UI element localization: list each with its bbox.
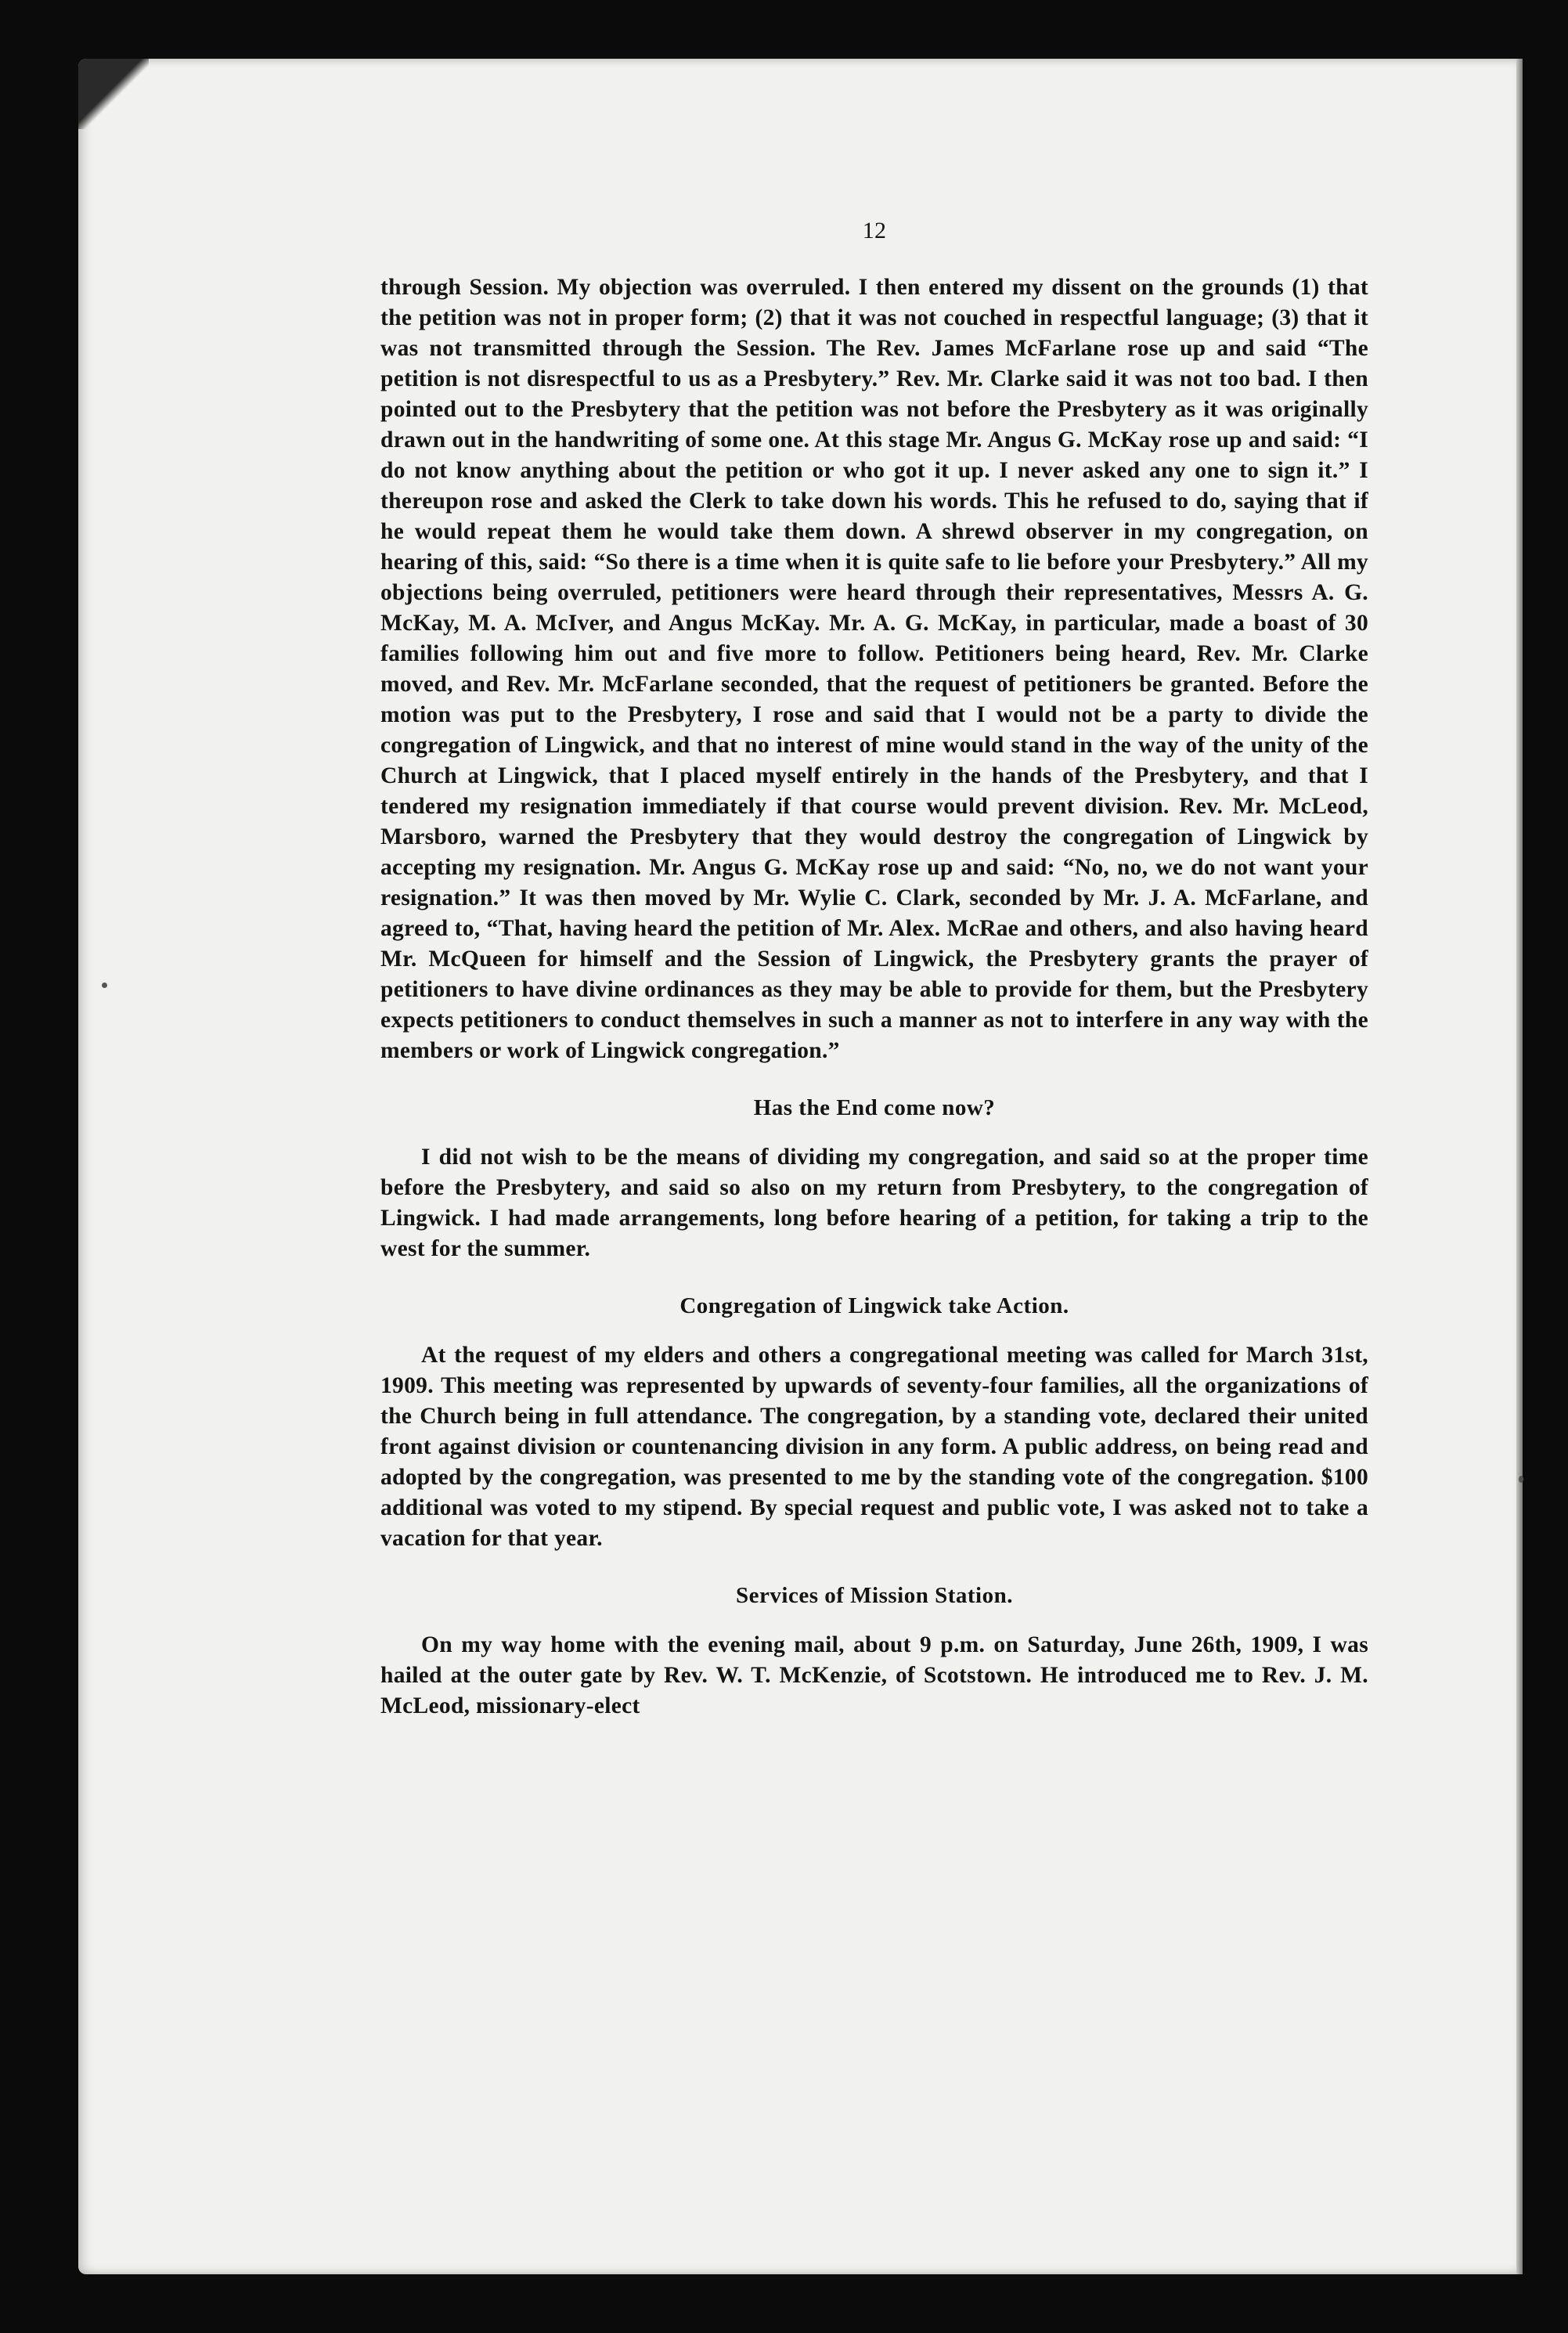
section-heading-mission-station: Services of Mission Station.: [736, 1583, 1013, 1608]
paragraph-session-objection: through Session. My objection was overruled. I then entered my dissent on the grounds (1) that the petition was not in proper form; (2) that it was not couched in respectful language; (3) that it was not transmitted through the Session. The Rev. James McFarlane rose up and said “The petition is not disrespectful to us as a Presbytery.” Rev. Mr. Clarke said it was not too bad. I then pointed out to the Presbytery that the petition was not before the Presbytery as it was originally drawn out in the handwriting of some one. At this stage Mr. Angus G. McKay rose up and said: “I do not know anything about the petition or who got it up. I never asked any one to sign it.” I thereupon rose and asked the Clerk to take down his words. This he refused to do, saying that if he would repeat them he would take them down. A shrewd observer in my congregation, on hearing of this, said: “So there is a time when it is quite safe to lie before your Presbytery.” All my objections being overruled, petitioners were heard through their representatives, Messrs A. G. McKay, M. A. McIver, and Angus McKay. Mr. A. G. McKay, in particular, made a boast of 30 families following him out and five more to follow. Petitioners being heard, Rev. Mr. Clarke moved, and Rev. Mr. McFarlane seconded, that the request of petitioners be granted. Before the motion was put to the Presbytery, I rose and said that I would not be a party to divide the congregation of Lingwick, and that no interest of mine would stand in the way of the unity of the Church at Lingwick, that I placed myself entirely in the hands of the Presbytery, and that I tendered my resignation immediately if that course would prevent division. Rev. Mr. McLeod, Marsboro, warned the Presbytery that they would destroy the congregation of Lingwick by accepting my resignation. Mr. Angus G. McKay rose up and said: “No, no, we do not want your resignation.” It was then moved by Mr. Wylie C. Clark, seconded by Mr. J. A. McFarlane, and agreed to, “That, having heard the petition of Mr. Alex. McRae and others, and also having heard Mr. McQueen for himself and the Session of Lingwick, the Presbytery grants the prayer of petitioners to have divine ordinances as they may be able to provide for them, but the Presbytery expects petitioners to conduct themselves in such a manner as not to interfere in any way with the members or work of Lingwick congregation.”: [380, 275, 1368, 1063]
paragraph-no-division: I did not wish to be the means of dividing my congregation, and said so at the proper time before the Presbytery, and said so also on my return from Presbytery, to the congregation of Lingwick. I had made arrangements, long before hearing of a petition, for taking a trip to the west for the summer.: [380, 1145, 1368, 1261]
scan-speck: [1519, 1476, 1523, 1483]
paragraph-congregational-meeting: At the request of my elders and others a congregational meeting was called for March 31st, 1909. This meeting was represented by upwards of seventy-four families, all the organizations of the Church being in full attendance. The congregation, by a standing vote, declared their united front against division or countenancing division in any form. A public address, on being read and adopted by the congregation, was presented to me by the standing vote of the congregation. $100 additional was voted to my stipend. By special request and public vote, I was asked not to take a vacation for that year.: [380, 1343, 1368, 1551]
section-heading-congregation-action: Congregation of Lingwick take Action.: [679, 1293, 1069, 1318]
scan-speck: [102, 983, 107, 988]
page-number: 12: [862, 218, 887, 243]
section-heading-end: Has the End come now?: [753, 1095, 996, 1120]
paragraph-evening-mail: On my way home with the evening mail, about 9 p.m. on Saturday, June 26th, 1909, I was hailed at the outer gate by Rev. W. T. McKenzie, of Scotstown. He introduced me to Rev. J. M. McLeod, missionary-elect: [380, 1632, 1368, 1718]
page-right-edge: [1516, 59, 1523, 2274]
page-corner-shadow: [78, 59, 149, 129]
page-content: [380, 215, 1368, 1722]
